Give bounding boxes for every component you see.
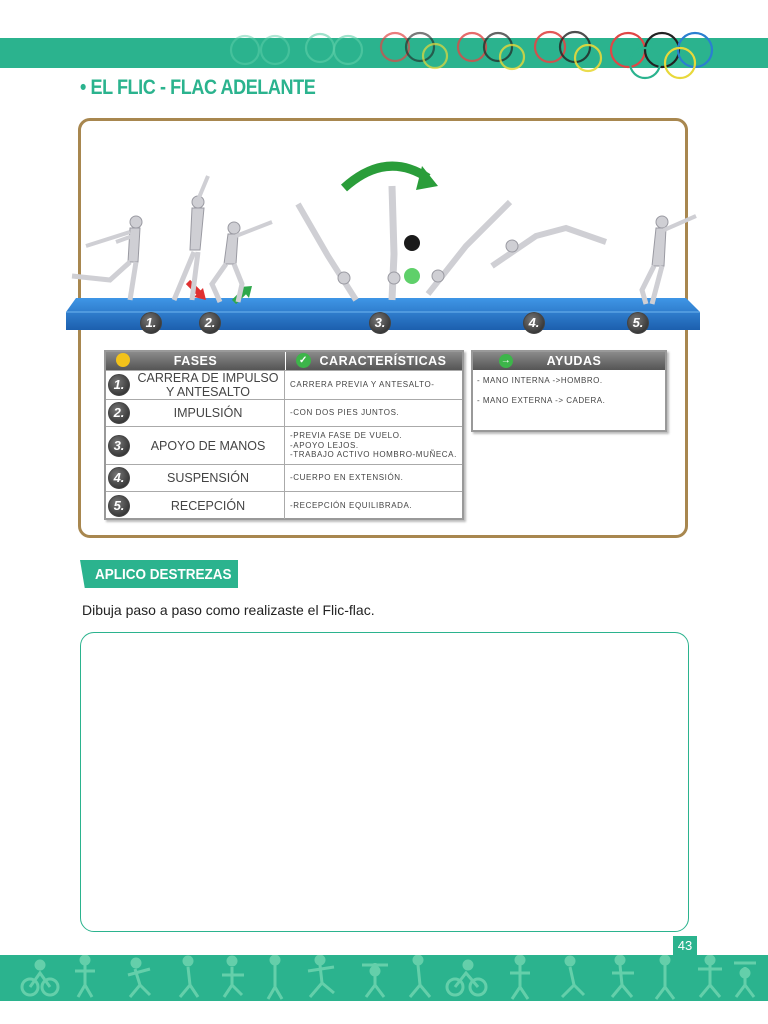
characteristic-text: -CUERPO EN EXTENSIÓN. <box>290 473 404 483</box>
characteristics-header-cell <box>286 352 462 370</box>
phase-cell <box>106 492 285 519</box>
phase-label: APOYO DE MANOS <box>150 438 266 453</box>
fases-header: FASES <box>173 354 218 368</box>
phase-number-5: 5. <box>108 495 130 517</box>
characteristic-text: -PREVIA FASE DE VUELO. <box>290 431 403 441</box>
sports-figures-decoration <box>0 955 768 1001</box>
page-number: 43 <box>673 936 697 956</box>
characteristics-cell <box>290 465 458 491</box>
ayuda-item: - MANO EXTERNA -> CADERA. <box>477 396 606 405</box>
ayudas-header: AYUDAS <box>546 354 602 368</box>
characteristic-text: CARRERA PREVIA Y ANTESALTO- <box>290 380 435 390</box>
page-title: • EL FLIC - FLAC ADELANTE <box>80 76 316 99</box>
drawing-area[interactable] <box>80 632 689 932</box>
scene-marker-5: 5. <box>627 312 649 334</box>
characteristics-cell <box>290 371 458 399</box>
table-header-row <box>106 352 285 370</box>
olympic-rings-decoration <box>0 0 768 80</box>
characteristic-text: -RECEPCIÓN EQUILIBRADA. <box>290 500 413 510</box>
phase-label: CARRERA DE IMPULSO Y ANTESALTO <box>137 371 279 399</box>
phase-number-2: 2. <box>108 402 130 424</box>
characteristic-text: -CON DOS PIES JUNTOS. <box>290 408 400 418</box>
phase-number-3: 3. <box>108 435 130 457</box>
phase-cell <box>106 371 285 399</box>
phase-label: RECEPCIÓN <box>170 498 246 513</box>
characteristic-text: -TRABAJO ACTIVO HOMBRO-MUÑECA. <box>290 450 457 460</box>
instruction-text: Dibuja paso a paso como realizaste el Flic-flac. <box>82 602 375 618</box>
check-icon: ✓ <box>296 353 311 368</box>
phase-label: IMPULSIÓN <box>173 406 243 420</box>
characteristics-cell <box>290 427 458 464</box>
phase-label: SUSPENSIÓN <box>167 471 249 485</box>
table-row <box>106 491 462 519</box>
ayuda-item: - MANO INTERNA ->HOMBRO. <box>477 376 603 385</box>
table-row <box>106 426 462 464</box>
bottom-banner <box>0 955 768 1001</box>
table-row <box>106 370 462 399</box>
scene-marker-3: 3. <box>369 312 391 334</box>
characteristic-text: -APOYO LEJOS. <box>290 440 359 450</box>
scene-marker-1: 1. <box>140 312 162 334</box>
characteristics-cell <box>290 492 458 519</box>
phase-cell <box>106 400 285 426</box>
table-row <box>106 399 462 426</box>
arrow-right-icon: → <box>500 355 512 366</box>
characteristics-cell <box>290 400 458 426</box>
ayudas-table <box>471 350 667 432</box>
ayudas-header-cell <box>473 352 665 370</box>
table-row <box>106 464 462 491</box>
phase-cell <box>106 427 285 464</box>
caracteristicas-header: CARACTERÍSTICAS <box>319 354 447 368</box>
phase-number-1: 1. <box>108 374 130 396</box>
phases-table <box>104 350 464 520</box>
phase-cell <box>106 465 285 491</box>
scene-marker-4: 4. <box>523 312 545 334</box>
phase-number-4: 4. <box>108 467 130 489</box>
lightbulb-icon <box>116 353 130 367</box>
scene-marker-2: 2. <box>199 312 221 334</box>
section-title: APLICO DESTREZAS <box>95 566 232 583</box>
